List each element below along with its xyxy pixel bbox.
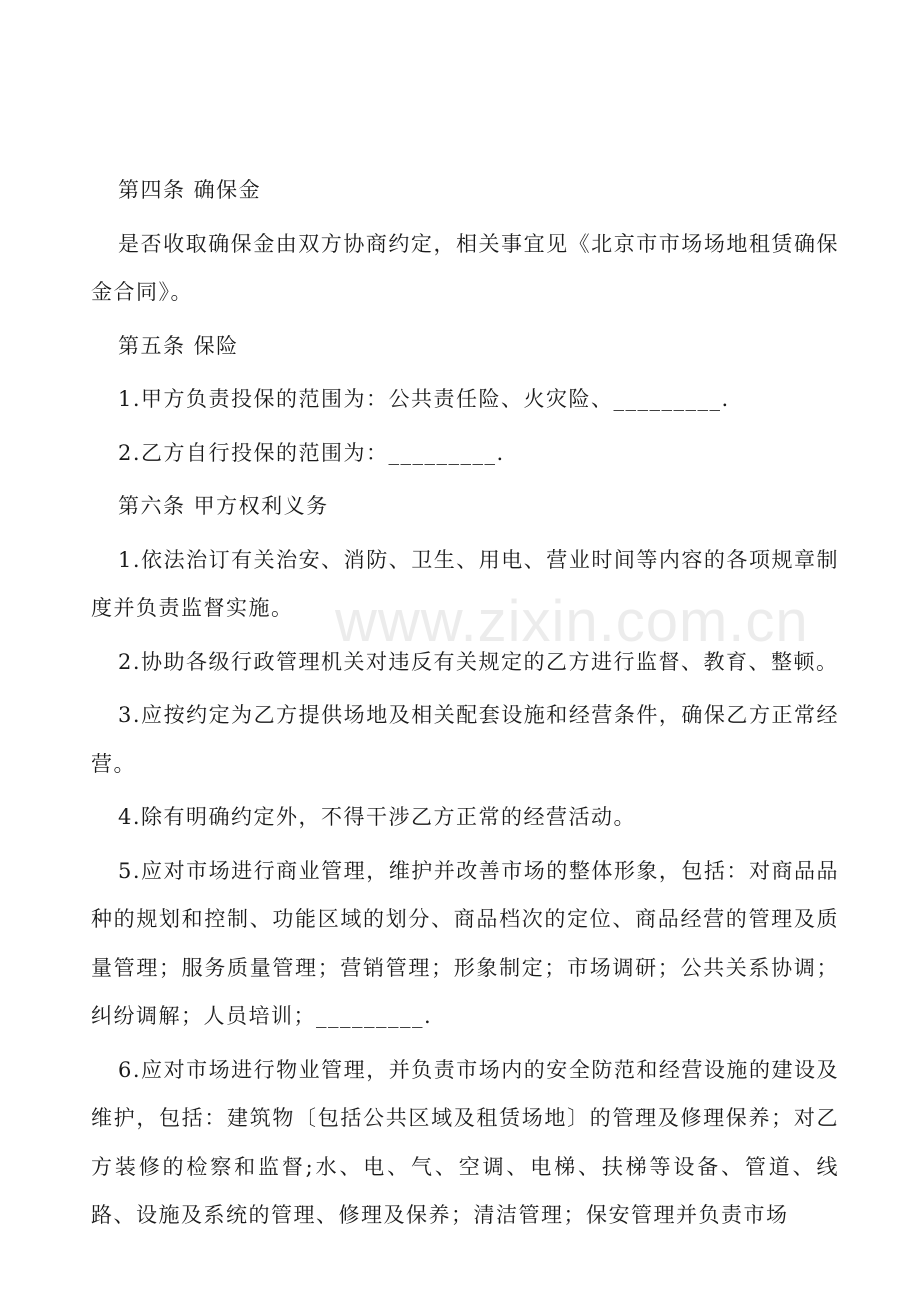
article-6-item-1: 1.依法治订有关治安、消防、卫生、用电、营业时间等内容的各项规章制度并负责监督实施。 [91,547,839,620]
watermark-text: www.zixin.com.cn [335,589,809,654]
article-5-item-2: 2.乙方自行投保的范围为：_________. [118,440,505,465]
article-4-text: 是否收取确保金由双方协商约定，相关事宜见《北京市市场场地租赁确保金合同》。 [91,231,839,304]
article-4-heading: 第四条 确保金 [118,178,262,202]
article-6-heading: 第六条 甲方权利义务 [118,494,329,518]
article-5-item-1: 1.甲方负责投保的范围为：公共责任险、火灾险、_________. [118,387,730,411]
article-6-item-4: 4.除有明确约定外，不得干涉乙方正常的经营活动。 [118,805,637,829]
article-6-item-2: 2.协助各级行政管理机关对违反有关规定的乙方进行监督、教育、整顿。 [118,649,839,674]
article-6-item-6: 6.应对市场进行物业管理，并负责市场内的安全防范和经营设施的建设及维护，包括：建筑物〔包括公共区域及租赁场地〕的管理及修理保养；对乙方装修的检察和监督;水、电、气、空调、电梯、扶梯等设备、管道、线路、设施及系统的管理、修理及保养；清洁管理；保安管理并负责市场 [91,1057,839,1227]
article-6-item-5: 5.应对市场进行商业管理，维护并改善市场的整体形象，包括：对商品品种的规划和控制、功能区域的划分、商品档次的定位、商品经营的管理及质量管理；服务质量管理；营销管理；形象制定；市场调研；公共关系协调；纠纷调解；人员培训；_________. [91,858,839,1028]
article-6-item-3: 3.应按约定为乙方提供场地及相关配套设施和经营条件，确保乙方正常经营。 [91,703,839,776]
document-body [91,166,839,1245]
article-5-heading: 第五条 保险 [118,333,239,358]
